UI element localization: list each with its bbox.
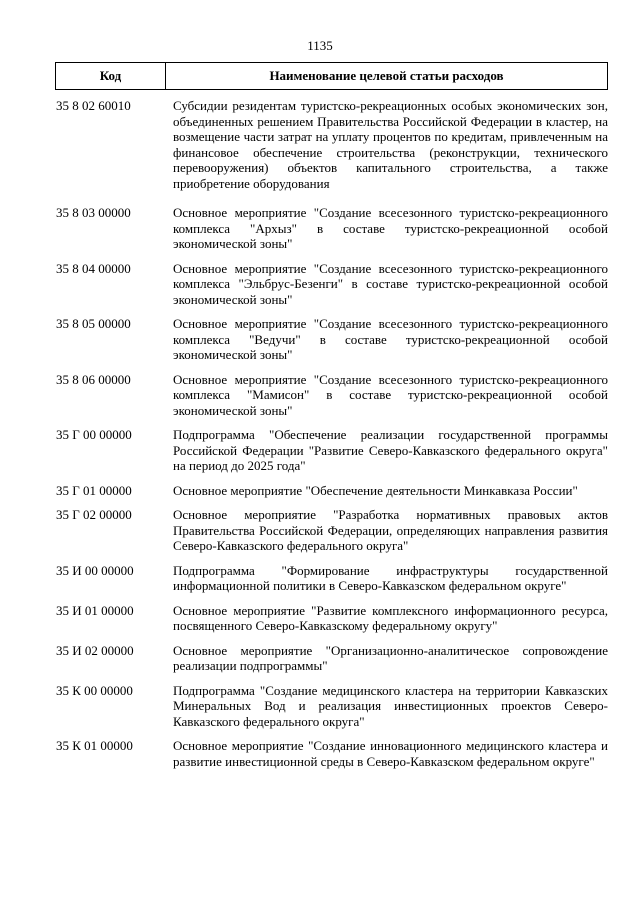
row-description: Основное мероприятие "Создание всесезонного туристско-рекреационного комплекса "Ведучи" в составе туристско-рекреационной особой экономической зоны" xyxy=(173,316,608,362)
row-code: 35 8 02 60010 xyxy=(56,98,131,113)
header-name: Наименование целевой статьи расходов xyxy=(269,68,504,83)
row-code: 35 Г 02 00000 xyxy=(56,507,132,522)
row-code: 35 8 05 00000 xyxy=(56,316,131,331)
row-description: Основное мероприятие "Обеспечение деятельности Минкавказа России" xyxy=(173,482,578,498)
row-description: Основное мероприятие "Создание всесезонного туристско-рекреационного комплекса "Архыз" в составе туристско-рекреационной особой экономической зоны" xyxy=(173,205,608,251)
row-description: Основное мероприятие "Создание всесезонного туристско-рекреационного комплекса "Эльбрус-Безенги" в составе туристско-рекреационной особой экономической зоны" xyxy=(173,260,608,307)
table-row xyxy=(56,261,608,308)
row-code: 35 К 00 00000 xyxy=(56,682,133,698)
row-code: 35 8 03 00000 xyxy=(56,205,131,220)
row-code: 35 И 02 00000 xyxy=(56,642,134,658)
row-description: Основное мероприятие "Создание инновационного медицинского кластера и развитие инвестиционной среды в Северо-Кавказском федеральном округе" xyxy=(173,738,608,769)
table-header xyxy=(55,62,608,90)
table-row xyxy=(56,738,608,769)
row-description: Подпрограмма "Обеспечение реализации государственной программы Российской Федерации "Развитие Северо-Кавказского федерального округа" на период до 2025 года" xyxy=(173,427,608,473)
table-row xyxy=(56,316,608,363)
table-row xyxy=(56,427,608,474)
row-description: Основное мероприятие "Развитие комплексного информационного ресурса, посвященного Северо-Кавказскому федеральному округу" xyxy=(173,602,608,633)
row-description: Основное мероприятие "Создание всесезонного туристско-рекреационного комплекса "Мамисон" в составе туристско-рекреационной особой экономической зоны" xyxy=(173,371,608,418)
row-code: 35 Г 00 00000 xyxy=(56,427,132,442)
header-code: Код xyxy=(56,63,166,89)
table-body xyxy=(56,98,608,769)
table-row xyxy=(56,643,608,674)
table-row xyxy=(56,683,608,730)
table-row xyxy=(56,563,608,594)
table-row xyxy=(56,205,608,252)
row-code: 35 И 01 00000 xyxy=(56,602,134,618)
row-description: Основное мероприятие "Организационно-аналитическое сопровождение реализации подпрограммы" xyxy=(173,642,608,673)
table-row xyxy=(56,98,608,191)
table-row xyxy=(56,483,608,499)
table-row xyxy=(56,372,608,419)
row-code: 35 К 01 00000 xyxy=(56,738,133,753)
row-description: Подпрограмма "Формирование инфраструктуры государственной информационной политики в Северо-Кавказском федеральном округе" xyxy=(173,562,608,593)
table-row xyxy=(56,603,608,634)
row-code: 35 И 00 00000 xyxy=(56,562,134,578)
row-description: Субсидии резидентам туристско-рекреационных особых экономических зон, объединенных решением Правительства Российской Федерации в кластер, на возмещение части затрат на уплату процентов по кредитам, привлеченным на финансовое обеспечение строительства (реконструкции, технического перевооружения) объектов капитального строительства, а также приобретение оборудования xyxy=(173,98,608,191)
row-code: 35 8 04 00000 xyxy=(56,260,131,276)
row-description: Основное мероприятие "Разработка нормативных правовых актов Правительства Российской Федерации, определяющих направления развития Северо-Кавказского федерального округа" xyxy=(173,507,608,553)
row-code: 35 Г 01 00000 xyxy=(56,482,132,498)
table-row xyxy=(56,507,608,554)
row-description: Подпрограмма "Создание медицинского кластера на территории Кавказских Минеральных Вод и реализация инвестиционных проектов Северо-Кавказского федерального округа" xyxy=(173,682,608,729)
page-number: 1135 xyxy=(307,38,333,53)
row-code: 35 8 06 00000 xyxy=(56,371,131,387)
